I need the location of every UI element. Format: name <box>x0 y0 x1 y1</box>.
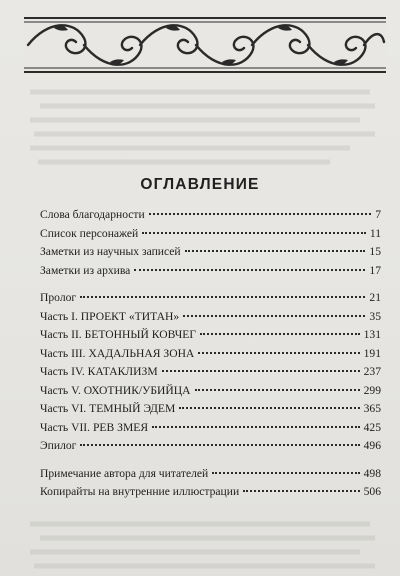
dot-leader <box>243 490 359 492</box>
toc-entry-label: Список персонажей <box>40 226 139 240</box>
toc-entry[interactable] <box>40 421 381 440</box>
toc-entry-label: Заметки из научных записей <box>40 245 181 258</box>
toc-entry[interactable] <box>40 439 381 458</box>
toc-entry-label: Эпилог <box>40 439 77 452</box>
toc-entry[interactable] <box>40 208 381 227</box>
toc-entry[interactable] <box>40 310 381 329</box>
toc-entry[interactable] <box>40 402 381 421</box>
toc-entry-label: Часть VI. ТЕМНЫЙ ЭДЕМ <box>40 402 176 415</box>
toc-entry[interactable] <box>40 384 381 403</box>
toc-entry-label: Копирайты на внутренние иллюстрации <box>40 485 240 498</box>
toc-entry[interactable] <box>40 347 381 366</box>
dot-leader <box>162 370 360 372</box>
toc-entry-page: 7 <box>375 208 381 221</box>
toc-entry-page: 299 <box>363 383 381 397</box>
bleed-lines-bottom <box>30 518 380 574</box>
toc-entry-page: 131 <box>363 328 381 341</box>
table-of-contents <box>40 208 381 504</box>
toc-entry[interactable] <box>40 264 381 283</box>
toc-entry[interactable] <box>40 328 381 347</box>
dot-leader <box>212 472 359 474</box>
page-title: ОГЛАВЛЕНИЕ <box>140 176 260 193</box>
dot-leader <box>183 315 365 317</box>
toc-entry-page: 191 <box>363 346 381 360</box>
toc-entry-page: 498 <box>363 466 381 480</box>
dot-leader <box>149 213 372 215</box>
toc-entry-label: Слова благодарности <box>40 208 145 221</box>
bleed-lines-top <box>30 86 380 170</box>
toc-entry-page: 496 <box>363 439 381 452</box>
toc-entry-label: Часть IV. КАТАКЛИЗМ <box>40 365 158 378</box>
toc-entry-page: 21 <box>369 291 381 304</box>
toc-entry-label: Часть II. БЕТОННЫЙ КОВЧЕГ <box>40 328 197 341</box>
toc-entry-page: 365 <box>363 402 381 415</box>
toc-entry[interactable] <box>40 485 381 504</box>
dot-leader <box>80 296 365 298</box>
dot-leader <box>198 352 359 354</box>
toc-entry-label: Примечание автора для читателей <box>40 466 209 480</box>
toc-entry[interactable] <box>40 365 381 384</box>
toc-entry[interactable] <box>40 245 381 264</box>
dot-leader <box>152 426 360 428</box>
toc-entry-label: Часть VII. РЕВ ЗМЕЯ <box>40 420 149 434</box>
dot-leader <box>200 333 360 335</box>
dot-leader <box>134 269 365 271</box>
toc-entry[interactable] <box>40 227 381 246</box>
toc-entry-page: 15 <box>369 245 381 258</box>
toc-entry-label: Заметки из архива <box>40 263 131 277</box>
toc-entry-label: Часть V. ОХОТНИК/УБИЙЦА <box>40 383 191 397</box>
dot-leader <box>185 250 366 252</box>
toc-entry-page: 237 <box>363 365 381 378</box>
toc-entry-page: 506 <box>363 485 381 498</box>
section-gap <box>40 282 381 291</box>
toc-entry[interactable] <box>40 467 381 486</box>
dot-leader <box>179 407 359 409</box>
toc-entry-label: Часть I. ПРОЕКТ «ТИТАН» <box>40 309 180 323</box>
ornamental-border <box>24 16 386 74</box>
toc-entry-page: 35 <box>369 309 381 323</box>
dot-leader <box>195 389 360 391</box>
toc-entry[interactable] <box>40 291 381 310</box>
toc-entry-page: 17 <box>369 263 381 277</box>
dot-leader <box>142 232 366 234</box>
dot-leader <box>80 444 359 446</box>
toc-entry-label: Часть III. ХАДАЛЬНАЯ ЗОНА <box>40 346 195 360</box>
toc-entry-label: Пролог <box>40 291 77 304</box>
toc-entry-page: 425 <box>363 420 381 434</box>
section-gap <box>40 458 381 467</box>
toc-entry-page: 11 <box>369 226 381 240</box>
